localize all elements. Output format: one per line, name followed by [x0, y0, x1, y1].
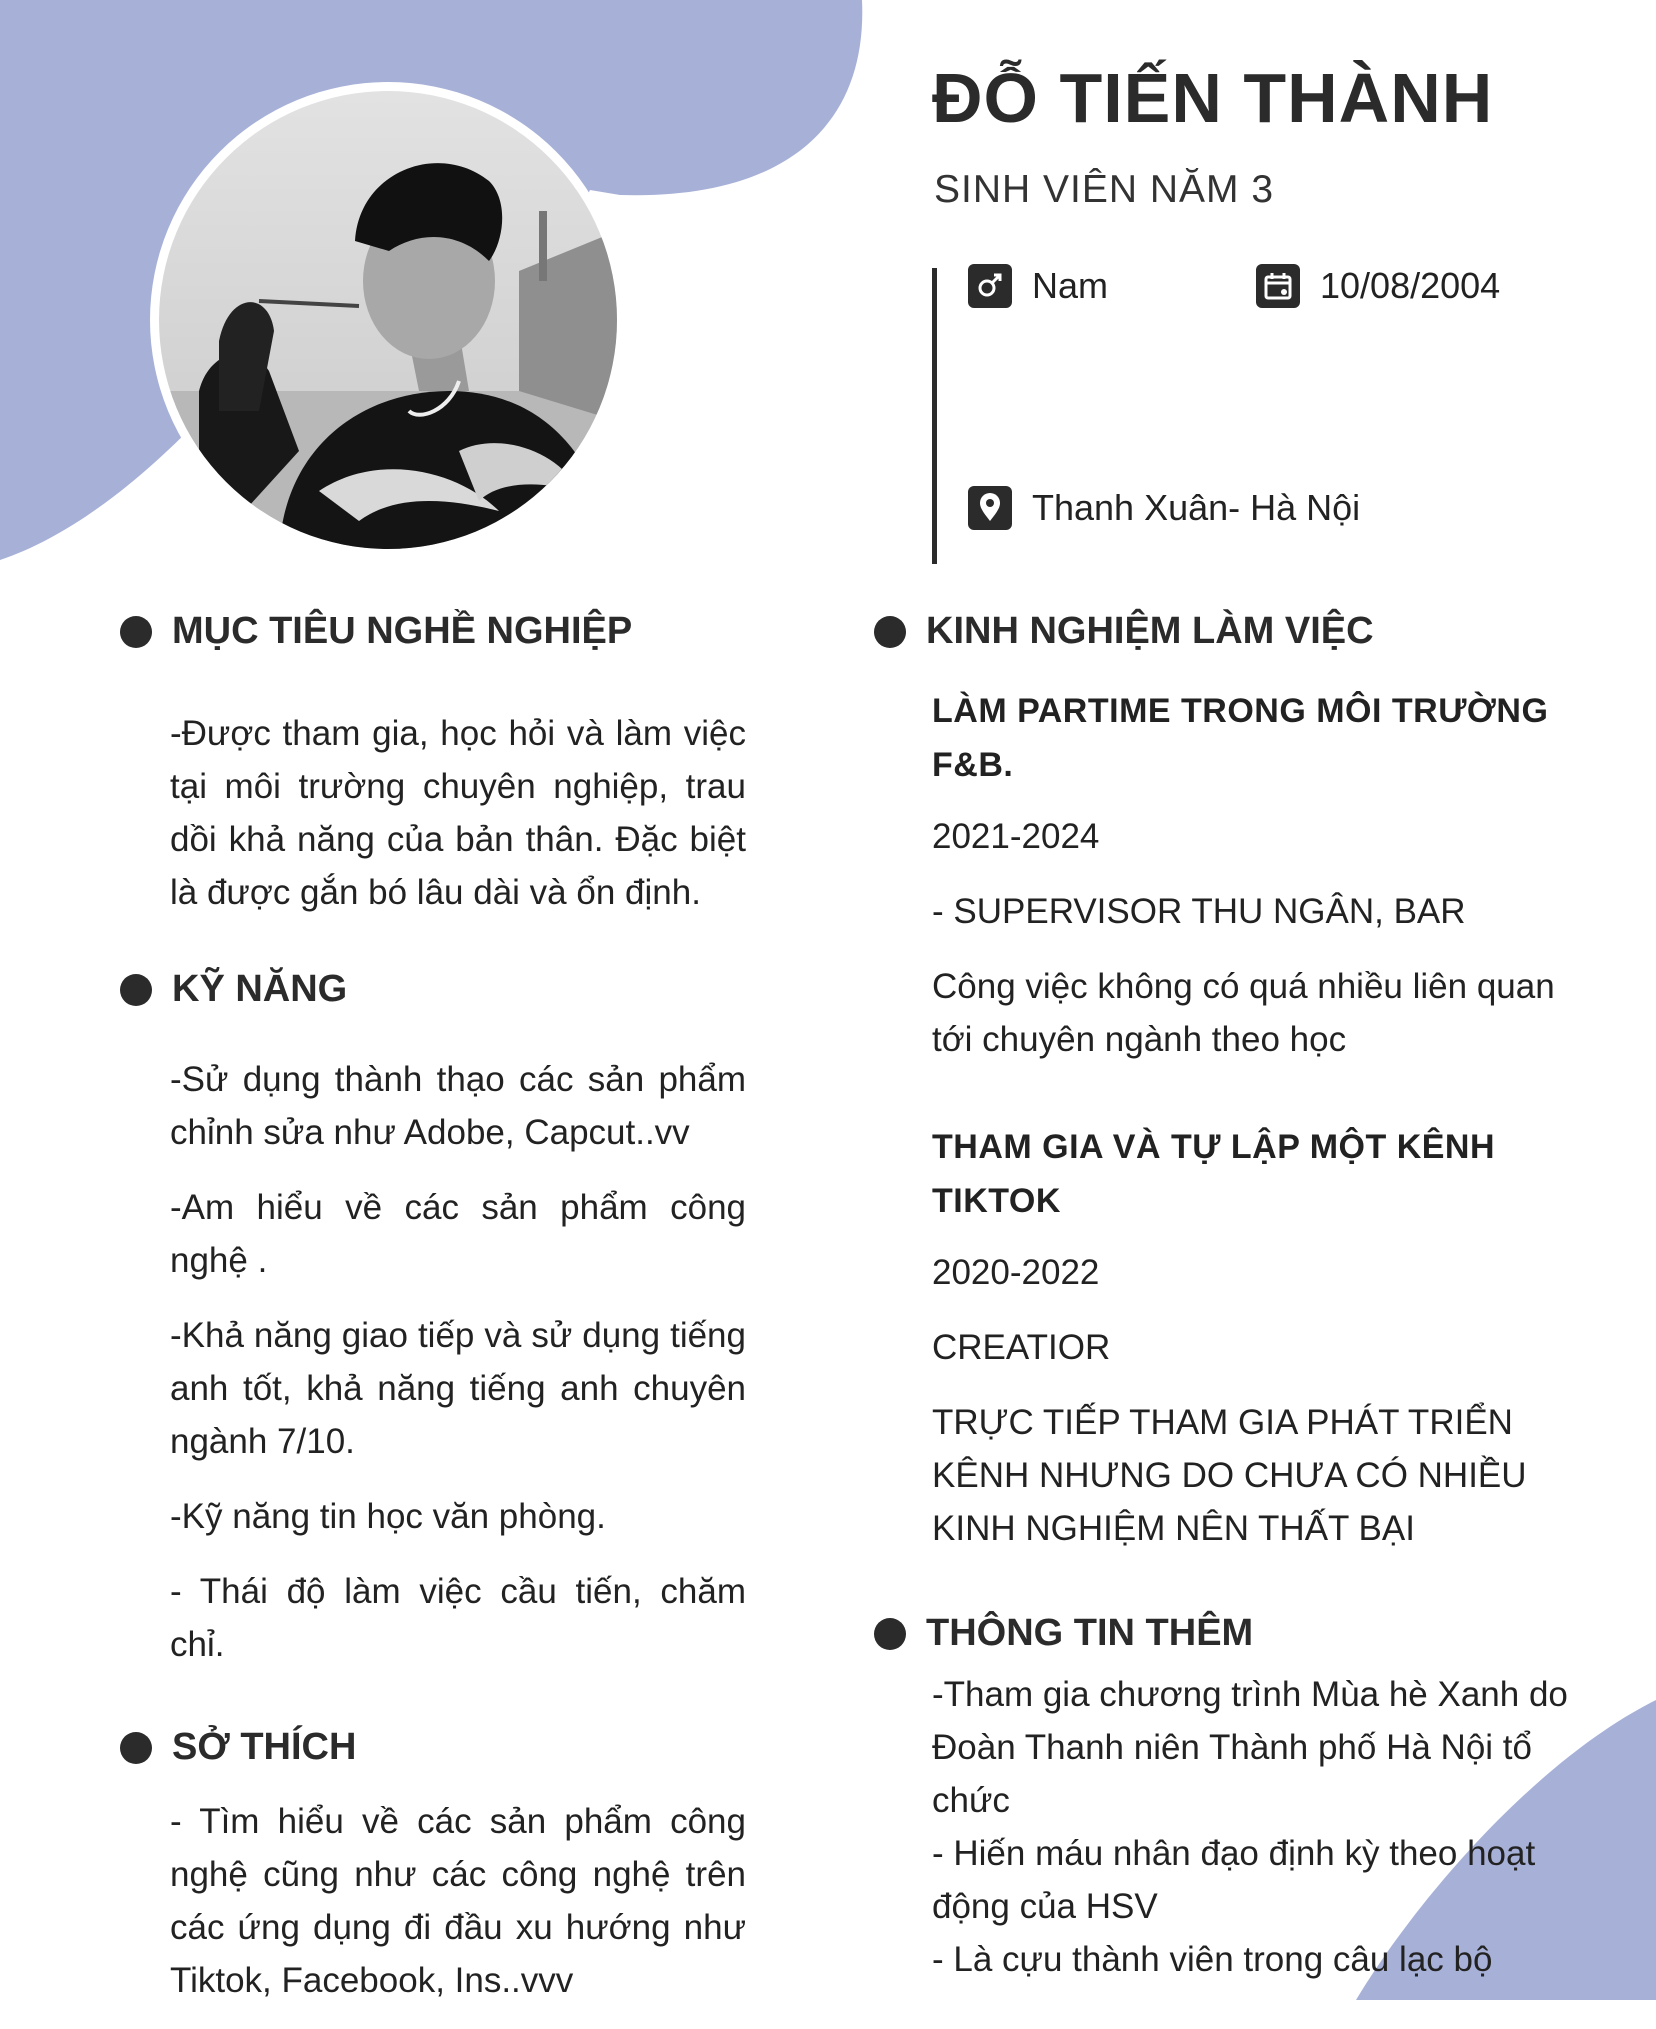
- profile-photo: [159, 91, 617, 549]
- job-title: LÀM PARTIME TRONG MÔI TRƯỜNG F&B.: [932, 692, 1549, 784]
- job-period: 2020-2022: [932, 1253, 1100, 1292]
- hobbies-text: - Tìm hiểu về các sản phẩm công nghệ cũng như các công nghệ trên các ứng dụng đi đầu xu hướng như Tiktok, Facebook, Ins..vvv: [170, 1802, 746, 2000]
- skill-item: -Sử dụng thành thạo các sản phẩm chỉnh sửa như Adobe, Capcut..vv: [170, 1060, 746, 1152]
- experience-job-2: [932, 1120, 1572, 1577]
- extra-info-section: [932, 1668, 1572, 1986]
- candidate-title: SINH VIÊN NĂM 3: [934, 168, 1275, 211]
- skill-item: -Am hiểu về các sản phẩm công nghệ .: [170, 1188, 746, 1280]
- gender-value: Nam: [1032, 265, 1109, 306]
- skills-section: [170, 1053, 746, 1693]
- bullet-icon: [874, 1618, 906, 1650]
- section-career-goal-heading: MỤC TIÊU NGHỀ NGHIỆP: [120, 610, 632, 653]
- bullet-icon: [120, 974, 152, 1006]
- career-goal-text: -Được tham gia, học hỏi và làm việc tại môi trường chuyên nghiệp, trau dồi khả năng của bản thân. Đặc biệt là được gắn bó lâu dài và ổn định.: [170, 714, 746, 912]
- skill-item: -Kỹ năng tin học văn phòng.: [170, 1497, 606, 1536]
- extra-info-item: -Tham gia chương trình Mùa hè Xanh do Đoàn Thanh niên Thành phố Hà Nội tổ chức: [932, 1675, 1568, 1820]
- extra-info-item: - Là cựu thành viên trong câu lạc bộ: [932, 1940, 1493, 1979]
- avatar: [150, 82, 626, 558]
- job-role: CREATIOR: [932, 1328, 1111, 1367]
- extra-info-item: - Hiến máu nhân đạo định kỳ theo hoạt động của HSV: [932, 1834, 1536, 1926]
- gender-info: [968, 264, 1108, 308]
- job-description: Công việc không có quá nhiều liên quan tới chuyên ngành theo học: [932, 967, 1555, 1059]
- skill-item: -Khả năng giao tiếp và sử dụng tiếng anh tốt, khả năng tiếng anh chuyên ngành 7/10.: [170, 1316, 746, 1461]
- bullet-icon: [120, 616, 152, 648]
- job-role: - SUPERVISOR THU NGÂN, BAR: [932, 892, 1466, 931]
- section-skills-heading: KỸ NĂNG: [120, 968, 347, 1011]
- birthday-info: [1256, 264, 1500, 308]
- job-period: 2021-2024: [932, 817, 1100, 856]
- experience-job-1: [932, 684, 1572, 1088]
- address-info: [968, 486, 1360, 530]
- bullet-icon: [120, 1732, 152, 1764]
- calendar-icon: [1256, 264, 1300, 308]
- bullet-icon: [874, 616, 906, 648]
- location-pin-icon: [968, 486, 1012, 530]
- section-experience-heading: KINH NGHIỆM LÀM VIỆC: [874, 610, 1374, 653]
- career-goal-section: [170, 707, 746, 941]
- info-divider: [932, 268, 937, 564]
- address-value: Thanh Xuân- Hà Nội: [1032, 487, 1361, 528]
- candidate-name: ĐỖ TIẾN THÀNH: [932, 59, 1494, 137]
- gender-icon: [968, 264, 1012, 308]
- hobbies-section: [170, 1795, 746, 2029]
- birthday-value: 10/08/2004: [1320, 265, 1501, 306]
- section-extra-info-heading: THÔNG TIN THÊM: [874, 1612, 1253, 1655]
- skill-item: - Thái độ làm việc cầu tiến, chăm chỉ.: [170, 1572, 746, 1664]
- job-title: THAM GIA VÀ TỰ LẬP MỘT KÊNH TIKTOK: [932, 1128, 1496, 1220]
- job-description: TRỰC TIẾP THAM GIA PHÁT TRIỂN KÊNH NHƯNG DO CHƯA CÓ NHIỀU KINH NGHIỆM NÊN THẤT BẠI: [932, 1403, 1527, 1548]
- section-hobbies-heading: SỞ THÍCH: [120, 1726, 356, 1769]
